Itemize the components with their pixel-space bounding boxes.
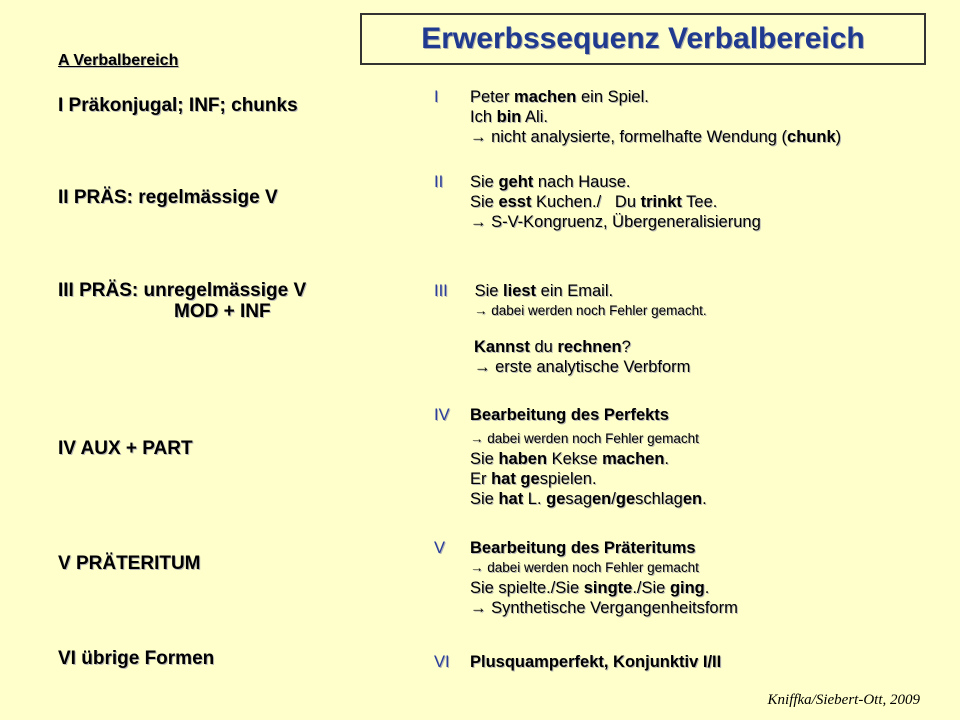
example-6 bbox=[434, 652, 721, 672]
example-2-numeral: II bbox=[434, 173, 444, 191]
example-1-numeral: I bbox=[434, 88, 439, 106]
example-1: I Peter machen ein Spiel. Ich bin Ali. → nicht analysierte, formelhafte Wendung (chunk) bbox=[434, 88, 842, 146]
stage-6: VI übrige Formen bbox=[58, 648, 215, 669]
example-4-numeral: IV bbox=[434, 406, 450, 424]
arrow-icon: → bbox=[470, 431, 484, 446]
stage-1: I Präkonjugal; INF; chunks bbox=[58, 95, 298, 116]
example-4-heading: Bearbeitung des Perfekts bbox=[470, 406, 669, 424]
example-3: III Sie liest ein Email. → dabei werden noch Fehler gemacht. Kannst du rechnen? → erste analytische Verbform bbox=[434, 282, 707, 376]
example-5-numeral: V bbox=[434, 539, 446, 557]
example-3-numeral: III bbox=[434, 282, 448, 300]
arrow-icon: → bbox=[470, 128, 487, 146]
arrow-icon: → bbox=[470, 213, 487, 231]
example-4-note: dabei werden noch Fehler gemacht bbox=[487, 431, 699, 446]
arrow-icon: → bbox=[474, 303, 488, 318]
example-5: V Bearbeitung des Präteritums → dabei werden noch Fehler gemacht Sie spielte./Sie singte./Sie ging. → Synthetische Vergangenheitsform bbox=[434, 539, 738, 617]
stage-2: II PRÄS: regelmässige V bbox=[58, 187, 278, 208]
example-2: II Sie geht nach Hause. Sie esst Kuchen./ Du trinkt Tee. → S-V-Kongruenz, Übergeneralisierung bbox=[434, 173, 761, 231]
arrow-icon: → bbox=[470, 560, 484, 575]
arrow-icon: → bbox=[474, 358, 491, 376]
stage-5: V PRÄTERITUM bbox=[58, 553, 201, 574]
example-5-note: dabei werden noch Fehler gemacht bbox=[487, 560, 699, 575]
stage-4: IV AUX + PART bbox=[58, 438, 193, 459]
section-heading: A Verbalbereich bbox=[58, 52, 179, 69]
stage-3-sublabel: MOD + INF bbox=[174, 301, 271, 322]
slide-title: Erwerbssequenz Verbalbereich bbox=[421, 22, 865, 55]
title-box bbox=[360, 13, 926, 65]
example-5-heading: Bearbeitung des Präteritums bbox=[470, 539, 696, 557]
credit: Kniffka/Siebert-Ott, 2009 bbox=[767, 692, 920, 708]
stage-3-label: III PRÄS: unregelmässige V bbox=[58, 280, 307, 301]
example-4: IV Bearbeitung des Perfekts → dabei werden noch Fehler gemacht Sie haben Kekse machen. Er hat gespielen. Sie hat L. gesagen/geschlagen. bbox=[434, 406, 707, 508]
example-6-numeral: VI bbox=[434, 653, 450, 671]
example-6-heading: Plusquamperfekt, Konjunktiv I/II bbox=[470, 653, 722, 671]
stage-3 bbox=[58, 280, 306, 322]
arrow-icon: → bbox=[470, 599, 487, 617]
